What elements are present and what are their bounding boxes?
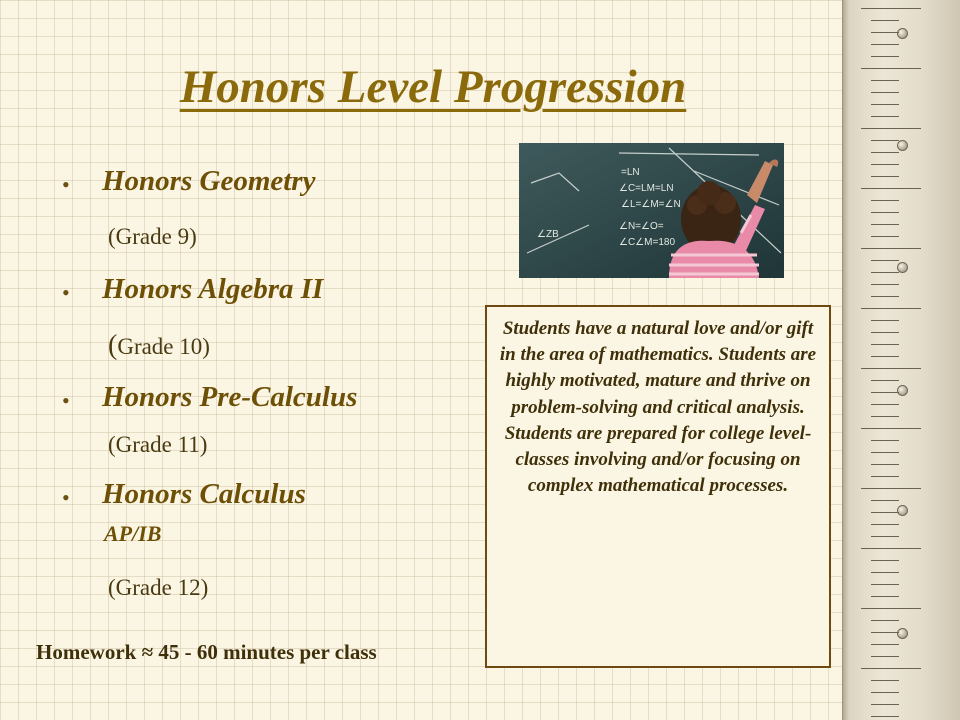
ruler-tick (871, 716, 899, 717)
ruler-tick (871, 356, 899, 357)
ruler-tick (871, 416, 899, 417)
ruler-tick (871, 296, 899, 297)
grade-10-text: Grade 10) (117, 334, 210, 359)
ruler-tick (861, 488, 921, 489)
description-box: Students have a natural love and/or gift in the area of mathematics. Students are highly motivated, mature and thrive on problem-solving and critical analysis. Students are prepared for college level-classes involving and/or focusing on complex mathematical processes. (485, 305, 831, 668)
ruler-tick (871, 116, 899, 117)
course-honors-calculus: Honors Calculus (102, 478, 306, 510)
chalkboard-photo (519, 143, 784, 278)
ruler-tick (871, 284, 899, 285)
ruler-tick (871, 224, 899, 225)
ruler-tick (871, 32, 899, 33)
ruler-tick (871, 320, 899, 321)
ruler-tick (871, 104, 899, 105)
course-honors-geometry: Honors Geometry (102, 165, 316, 197)
ruler-tick (871, 584, 899, 585)
slide-title: Honors Level Progression (179, 61, 687, 113)
chalk-line: ∠ZB (537, 229, 559, 240)
ruler-tick (871, 152, 899, 153)
ruler-tick (871, 572, 899, 573)
ruler-tick (871, 260, 899, 261)
grade-11-label: (Grade 11) (108, 432, 208, 457)
ruler-tick (871, 44, 899, 45)
ruler-tick (871, 92, 899, 93)
rivet-icon (897, 505, 908, 516)
rivet-icon (897, 28, 908, 39)
ruler-tick (871, 212, 899, 213)
chalk-line: ∠N=∠O= (619, 221, 664, 232)
ruler-tick (871, 80, 899, 81)
ruler-tick (871, 392, 899, 393)
ruler-tick (871, 596, 899, 597)
chalk-line: ∠L=∠M=∠N (621, 199, 681, 210)
ruler-tick (871, 344, 899, 345)
ruler-tick (871, 692, 899, 693)
ruler-tick (871, 632, 899, 633)
ruler-tick (871, 380, 899, 381)
ruler-tick (871, 236, 899, 237)
bullet-icon: • (62, 280, 70, 305)
ruler-tick (871, 176, 899, 177)
chalk-line: ∠C=LM=LN (619, 183, 674, 194)
grade-10-label (108, 330, 210, 362)
rivet-icon (897, 628, 908, 639)
ruler-tick (871, 332, 899, 333)
ruler-tick (871, 464, 899, 465)
bullet-icon: • (62, 485, 70, 510)
rivet-icon (897, 385, 908, 396)
bullet-icon: • (62, 172, 70, 197)
ruler-tick (871, 536, 899, 537)
course-ap-ib-label: AP/IB (104, 521, 162, 546)
ruler-tick (871, 560, 899, 561)
ruler-tick (871, 512, 899, 513)
ruler-tick (871, 500, 899, 501)
course-honors-algebra-ii: Honors Algebra II (102, 273, 324, 305)
ruler-tick (861, 188, 921, 189)
ruler-tick (871, 200, 899, 201)
ruler-tick (861, 8, 921, 9)
ruler-tick (861, 308, 921, 309)
ruler-tick (871, 524, 899, 525)
ruler-tick (871, 656, 899, 657)
ruler-tick (861, 428, 921, 429)
chalk-line: =LN (621, 167, 640, 178)
ruler-tick (871, 644, 899, 645)
ruler-tick (871, 164, 899, 165)
grade-10-paren: ( (108, 330, 118, 361)
ruler-tick (871, 476, 899, 477)
ruler-tick (861, 248, 921, 249)
ruler-tick (871, 440, 899, 441)
grade-12-label: (Grade 12) (108, 575, 209, 600)
ruler-tick (861, 368, 921, 369)
ruler-tick (871, 404, 899, 405)
ruler-tick (871, 452, 899, 453)
chalk-line: ∠C∠M=180 (619, 237, 676, 248)
ruler-tick (871, 56, 899, 57)
ruler-tick (871, 20, 899, 21)
ruler-tick (871, 140, 899, 141)
ruler-tick (861, 548, 921, 549)
bullet-icon: • (62, 388, 70, 413)
ruler-tick (861, 668, 921, 669)
ruler-tick (871, 272, 899, 273)
ruler-tick (871, 680, 899, 681)
ruler-tick (861, 608, 921, 609)
ruler-tick (861, 128, 921, 129)
ruler-tick (871, 704, 899, 705)
course-honors-pre-calculus: Honors Pre-Calculus (102, 381, 358, 413)
homework-note: Homework ≈ 45 - 60 minutes per class (36, 640, 377, 664)
ruler-tick (861, 68, 921, 69)
grade-9-label: (Grade 9) (108, 224, 197, 249)
ruler-tick (871, 620, 899, 621)
rivet-icon (897, 140, 908, 151)
